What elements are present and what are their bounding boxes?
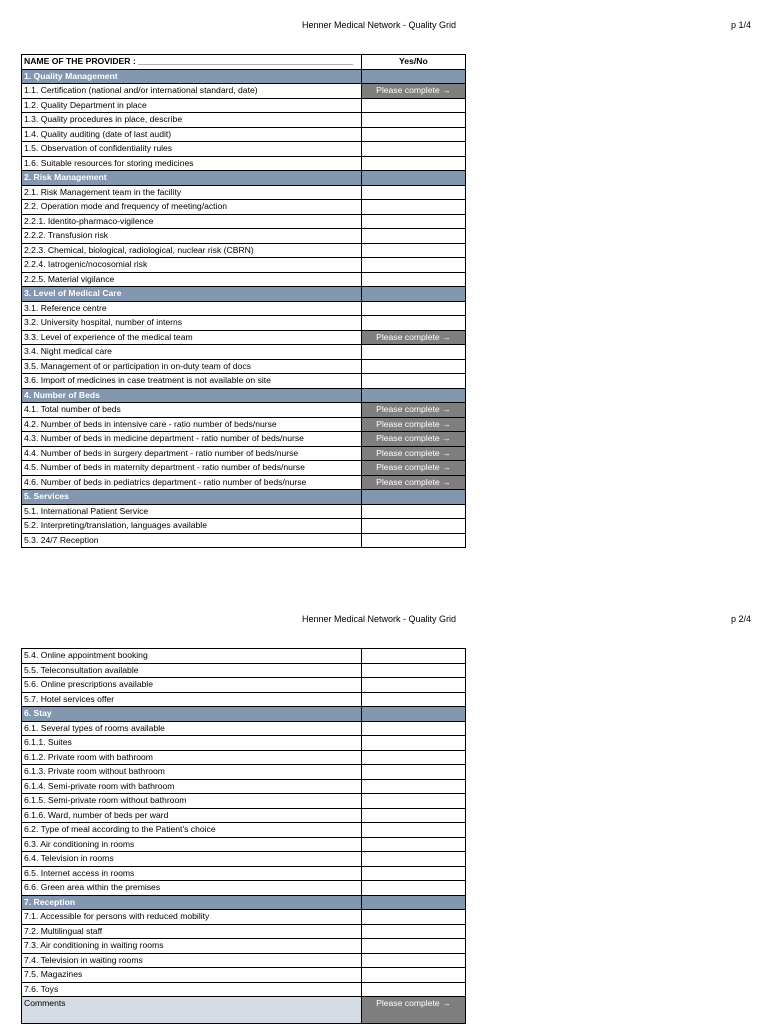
page-header-1 [0, 19, 768, 33]
table-row [22, 258, 466, 273]
grid-body-page-2 [22, 649, 466, 1024]
yes-no-answer-cell[interactable] [361, 272, 465, 287]
section-title: 7. Reception [22, 895, 362, 910]
criterion-label: 2.2.3. Chemical, biological, radiological, nuclear risk (CBRN) [22, 243, 362, 258]
table-row [22, 504, 466, 519]
yes-no-answer-cell[interactable] [361, 982, 465, 997]
table-row [22, 156, 466, 171]
criterion-label: 7.3. Air conditioning in waiting rooms [22, 939, 362, 954]
yes-no-answer-cell[interactable] [361, 649, 465, 664]
table-row [22, 127, 466, 142]
document-title: Henner Medical Network - Quality Grid [302, 20, 457, 30]
yes-no-answer-cell[interactable] [361, 794, 465, 809]
table-row [22, 910, 466, 925]
criterion-label: 1.3. Quality procedures in place, describe [22, 113, 362, 128]
yes-no-answer-cell[interactable] [361, 156, 465, 171]
section-title: 1. Quality Management [22, 69, 362, 84]
table-row [22, 403, 466, 418]
table-row [22, 924, 466, 939]
criterion-label: 2.2.5. Material vigilance [22, 272, 362, 287]
section-header-row [22, 490, 466, 505]
please-complete-cell[interactable]: Please complete → [361, 417, 465, 432]
criterion-label: 1.1. Certification (national and/or international standard, date) [22, 84, 362, 99]
table-row [22, 113, 466, 128]
table-row [22, 417, 466, 432]
yes-no-answer-cell[interactable] [361, 721, 465, 736]
criterion-label: 7.1. Accessible for persons with reduced mobility [22, 910, 362, 925]
criterion-label: 2.2.1. Identito-pharmaco-vigilence [22, 214, 362, 229]
yes-no-answer-cell[interactable] [361, 678, 465, 693]
yes-no-answer-cell[interactable] [361, 214, 465, 229]
table-row [22, 519, 466, 534]
table-row [22, 721, 466, 736]
please-complete-cell[interactable]: Please complete → [361, 475, 465, 490]
section-answer-cell [361, 895, 465, 910]
table-row [22, 881, 466, 896]
table-header-row [22, 55, 466, 70]
comments-row [22, 997, 466, 1024]
section-title: 6. Stay [22, 707, 362, 722]
page-number: p 2/4 [731, 614, 752, 624]
document-title: Henner Medical Network - Quality Grid [302, 614, 457, 624]
criterion-label: 2.2. Operation mode and frequency of meeting/action [22, 200, 362, 215]
criterion-label: 6.1.3. Private room without bathroom [22, 765, 362, 780]
table-row [22, 953, 466, 968]
criterion-label: 5.5. Teleconsultation available [22, 663, 362, 678]
table-row [22, 200, 466, 215]
table-row [22, 272, 466, 287]
yes-no-answer-cell[interactable] [361, 113, 465, 128]
table-row [22, 852, 466, 867]
criterion-label: 6.2. Type of meal according to the Patient's choice [22, 823, 362, 838]
criterion-label: 5.6. Online prescriptions available [22, 678, 362, 693]
yes-no-answer-cell[interactable] [361, 185, 465, 200]
criterion-label: 4.3. Number of beds in medicine department - ratio number of beds/nurse [22, 432, 362, 447]
yes-no-answer-cell[interactable] [361, 127, 465, 142]
section-answer-cell [361, 388, 465, 403]
table-row [22, 968, 466, 983]
criterion-label: 3.3. Level of experience of the medical team [22, 330, 362, 345]
yes-no-answer-cell[interactable] [361, 881, 465, 896]
please-complete-cell[interactable]: Please complete → [361, 403, 465, 418]
please-complete-cell[interactable]: Please complete → [361, 461, 465, 476]
please-complete-cell[interactable]: Please complete → [361, 446, 465, 461]
yes-no-answer-cell[interactable] [361, 837, 465, 852]
yes-no-answer-cell[interactable] [361, 910, 465, 925]
table-row [22, 301, 466, 316]
criterion-label: 6.4. Television in rooms [22, 852, 362, 867]
criterion-label: 3.2. University hospital, number of interns [22, 316, 362, 331]
criterion-label: 7.2. Multilingual staff [22, 924, 362, 939]
table-row [22, 779, 466, 794]
criterion-label: 7.4. Television in waiting rooms [22, 953, 362, 968]
please-complete-cell[interactable]: Please complete → [361, 997, 465, 1024]
criterion-label: 2.2.4. Iatrogenic/nocosomial risk [22, 258, 362, 273]
section-answer-cell [361, 707, 465, 722]
criterion-label: 5.3. 24/7 Reception [22, 533, 362, 548]
yes-no-answer-cell[interactable] [361, 200, 465, 215]
table-row [22, 214, 466, 229]
table-row [22, 432, 466, 447]
yes-no-answer-cell[interactable] [361, 750, 465, 765]
page-header-2 [0, 613, 768, 627]
yes-no-header: Yes/No [361, 55, 465, 70]
table-row [22, 794, 466, 809]
table-row [22, 663, 466, 678]
yes-no-answer-cell[interactable] [361, 374, 465, 389]
criterion-label: 5.7. Hotel services offer [22, 692, 362, 707]
criterion-label: 3.5. Management of or participation in on-duty team of docs [22, 359, 362, 374]
yes-no-answer-cell[interactable] [361, 852, 465, 867]
yes-no-answer-cell[interactable] [361, 519, 465, 534]
table-row [22, 345, 466, 360]
table-row [22, 736, 466, 751]
section-header-row [22, 69, 466, 84]
please-complete-cell[interactable]: Please complete → [361, 84, 465, 99]
criterion-label: 6.1.1. Suites [22, 736, 362, 751]
criterion-label: 2.1. Risk Management team in the facility [22, 185, 362, 200]
table-row [22, 692, 466, 707]
criterion-label: 4.6. Number of beds in pediatrics department - ratio number of beds/nurse [22, 475, 362, 490]
table-row [22, 374, 466, 389]
table-row [22, 446, 466, 461]
grid-body-page-1 [22, 55, 466, 548]
yes-no-answer-cell[interactable] [361, 533, 465, 548]
criterion-label: 4.4. Number of beds in surgery department - ratio number of beds/nurse [22, 446, 362, 461]
please-complete-cell[interactable]: Please complete → [361, 330, 465, 345]
yes-no-answer-cell[interactable] [361, 243, 465, 258]
table-row [22, 750, 466, 765]
criterion-label: 6.1.6. Ward, number of beds per ward [22, 808, 362, 823]
criterion-label: 2.2.2. Transfusion risk [22, 229, 362, 244]
table-row [22, 243, 466, 258]
criterion-label: 6.1.4. Semi-private room with bathroom [22, 779, 362, 794]
criterion-label: 1.5. Observation of confidentiality rules [22, 142, 362, 157]
section-answer-cell [361, 287, 465, 302]
yes-no-answer-cell[interactable] [361, 258, 465, 273]
quality-grid-page-2 [21, 648, 466, 1024]
criterion-label: 6.3. Air conditioning in rooms [22, 837, 362, 852]
yes-no-answer-cell[interactable] [361, 504, 465, 519]
criterion-label: 3.4. Night medical care [22, 345, 362, 360]
table-row [22, 533, 466, 548]
section-title: 4. Number of Beds [22, 388, 362, 403]
table-row [22, 837, 466, 852]
yes-no-answer-cell[interactable] [361, 98, 465, 113]
table-row [22, 765, 466, 780]
table-row [22, 359, 466, 374]
criterion-label: 6.6. Green area within the premises [22, 881, 362, 896]
yes-no-answer-cell[interactable] [361, 736, 465, 751]
criterion-label: 7.6. Toys [22, 982, 362, 997]
table-row [22, 475, 466, 490]
table-row [22, 316, 466, 331]
table-row [22, 461, 466, 476]
provider-name-field[interactable]: NAME OF THE PROVIDER : _____________________________________________ [22, 55, 362, 70]
criterion-label: 1.6. Suitable resources for storing medicines [22, 156, 362, 171]
section-answer-cell [361, 69, 465, 84]
section-header-row [22, 287, 466, 302]
criterion-label: 6.1.5. Semi-private room without bathroom [22, 794, 362, 809]
yes-no-answer-cell[interactable] [361, 229, 465, 244]
yes-no-answer-cell[interactable] [361, 953, 465, 968]
criterion-label: 3.1. Reference centre [22, 301, 362, 316]
section-title: 5. Services [22, 490, 362, 505]
section-header-row [22, 388, 466, 403]
yes-no-answer-cell[interactable] [361, 359, 465, 374]
yes-no-answer-cell[interactable] [361, 301, 465, 316]
table-row [22, 939, 466, 954]
comments-field[interactable]: Comments [22, 997, 362, 1024]
section-header-row [22, 171, 466, 186]
criterion-label: 1.4. Quality auditing (date of last audit) [22, 127, 362, 142]
section-header-row [22, 895, 466, 910]
table-row [22, 84, 466, 99]
yes-no-answer-cell[interactable] [361, 345, 465, 360]
table-row [22, 185, 466, 200]
section-answer-cell [361, 171, 465, 186]
criterion-label: 5.1. International Patient Service [22, 504, 362, 519]
criterion-label: 4.5. Number of beds in maternity department - ratio number of beds/nurse [22, 461, 362, 476]
criterion-label: 4.1. Total number of beds [22, 403, 362, 418]
yes-no-answer-cell[interactable] [361, 939, 465, 954]
yes-no-answer-cell[interactable] [361, 316, 465, 331]
criterion-label: 5.4. Online appointment booking [22, 649, 362, 664]
table-row [22, 982, 466, 997]
yes-no-answer-cell[interactable] [361, 823, 465, 838]
table-row [22, 808, 466, 823]
criterion-label: 7.5. Magazines [22, 968, 362, 983]
quality-grid-page-1 [21, 54, 466, 548]
please-complete-cell[interactable]: Please complete → [361, 432, 465, 447]
yes-no-answer-cell[interactable] [361, 924, 465, 939]
section-answer-cell [361, 490, 465, 505]
table-row [22, 866, 466, 881]
yes-no-answer-cell[interactable] [361, 765, 465, 780]
yes-no-answer-cell[interactable] [361, 779, 465, 794]
criterion-label: 6.1.2. Private room with bathroom [22, 750, 362, 765]
yes-no-answer-cell[interactable] [361, 866, 465, 881]
table-row [22, 649, 466, 664]
criterion-label: 3.6. Import of medicines in case treatment is not available on site [22, 374, 362, 389]
criterion-label: 5.2. Interpreting/translation, languages available [22, 519, 362, 534]
criterion-label: 1.2. Quality Department in place [22, 98, 362, 113]
yes-no-answer-cell[interactable] [361, 692, 465, 707]
yes-no-answer-cell[interactable] [361, 968, 465, 983]
table-row [22, 678, 466, 693]
page-number: p 1/4 [731, 20, 752, 30]
section-header-row [22, 707, 466, 722]
yes-no-answer-cell[interactable] [361, 142, 465, 157]
criterion-label: 6.5. Internet access in rooms [22, 866, 362, 881]
yes-no-answer-cell[interactable] [361, 663, 465, 678]
criterion-label: 4.2. Number of beds in intensive care - ratio number of beds/nurse [22, 417, 362, 432]
table-row [22, 229, 466, 244]
criterion-label: 6.1. Several types of rooms available [22, 721, 362, 736]
section-title: 2. Risk Management [22, 171, 362, 186]
table-row [22, 823, 466, 838]
table-row [22, 330, 466, 345]
yes-no-answer-cell[interactable] [361, 808, 465, 823]
table-row [22, 98, 466, 113]
table-row [22, 142, 466, 157]
section-title: 3. Level of Medical Care [22, 287, 362, 302]
